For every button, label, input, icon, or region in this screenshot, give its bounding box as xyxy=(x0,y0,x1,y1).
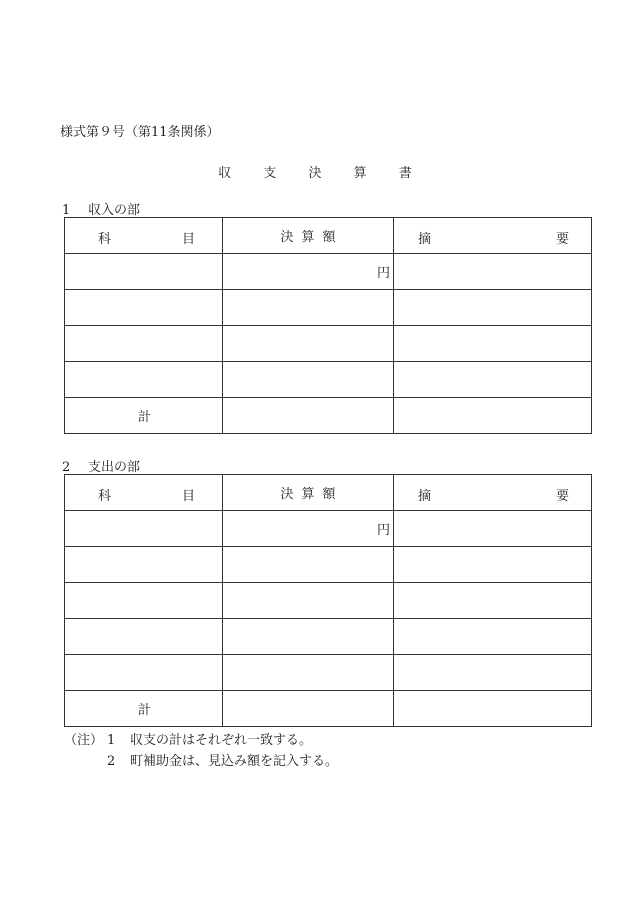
amount-cell[interactable] xyxy=(223,583,394,619)
amount-cell[interactable] xyxy=(223,326,394,362)
subject-cell[interactable] xyxy=(65,511,223,547)
remarks-cell[interactable] xyxy=(394,655,592,691)
header-amount-char: 額 xyxy=(322,230,336,245)
expense-table xyxy=(64,474,592,727)
note-item xyxy=(64,730,338,751)
header-subject-char: 目 xyxy=(182,489,196,504)
yen-unit: 円 xyxy=(376,266,390,281)
amount-cell[interactable] xyxy=(223,547,394,583)
title-char: 決 xyxy=(308,166,322,181)
table-row xyxy=(65,362,592,398)
total-amount-cell[interactable] xyxy=(223,691,394,727)
table-row xyxy=(65,290,592,326)
header-amount xyxy=(223,218,394,254)
note-number: 2 xyxy=(107,754,116,769)
table-row xyxy=(65,254,592,290)
note-number: 1 xyxy=(107,733,116,748)
section-label: 収入の部 xyxy=(88,203,141,218)
total-row xyxy=(65,398,592,434)
remarks-cell[interactable] xyxy=(394,362,592,398)
section-number: 2 xyxy=(62,460,71,475)
subject-cell[interactable] xyxy=(65,326,223,362)
title-char: 書 xyxy=(398,166,412,181)
header-subject xyxy=(65,475,223,511)
note-text: 町補助金は、見込み額を記入する。 xyxy=(130,754,339,769)
total-label: 計 xyxy=(65,398,223,434)
form-number: 様式第９号（第11条関係） xyxy=(60,125,220,140)
amount-cell[interactable] xyxy=(223,254,394,290)
section-expense-heading xyxy=(62,456,140,475)
document-title xyxy=(0,162,630,181)
table-header-row xyxy=(65,475,592,511)
amount-cell[interactable] xyxy=(223,511,394,547)
subject-cell[interactable] xyxy=(65,254,223,290)
remarks-cell[interactable] xyxy=(394,254,592,290)
header-subject-char: 科 xyxy=(98,232,112,247)
section-label: 支出の部 xyxy=(88,460,141,475)
header-remarks-char: 要 xyxy=(555,232,569,247)
remarks-cell[interactable] xyxy=(394,547,592,583)
table-header-row xyxy=(65,218,592,254)
table-row xyxy=(65,326,592,362)
notes-label: （注） xyxy=(64,733,104,748)
amount-cell[interactable] xyxy=(223,290,394,326)
note-text: 収支の計はそれぞれ一致する。 xyxy=(130,733,313,748)
header-amount-char: 算 xyxy=(301,487,315,502)
header-remarks xyxy=(394,218,592,254)
subject-cell[interactable] xyxy=(65,362,223,398)
header-amount xyxy=(223,475,394,511)
header-subject-char: 科 xyxy=(98,489,112,504)
header-subject-char: 目 xyxy=(182,232,196,247)
subject-cell[interactable] xyxy=(65,583,223,619)
subject-cell[interactable] xyxy=(65,290,223,326)
amount-cell[interactable] xyxy=(223,619,394,655)
title-char: 支 xyxy=(263,166,277,181)
remarks-cell[interactable] xyxy=(394,326,592,362)
notes xyxy=(64,730,338,772)
total-remarks-cell[interactable] xyxy=(394,691,592,727)
section-income-heading xyxy=(62,199,140,218)
yen-unit: 円 xyxy=(376,523,390,538)
header-amount-char: 決 xyxy=(280,230,294,245)
header-remarks-char: 摘 xyxy=(418,232,432,247)
header-amount-char: 決 xyxy=(280,487,294,502)
header-subject xyxy=(65,218,223,254)
title-char: 収 xyxy=(218,166,232,181)
table-row xyxy=(65,655,592,691)
table-row xyxy=(65,583,592,619)
total-label: 計 xyxy=(65,691,223,727)
remarks-cell[interactable] xyxy=(394,583,592,619)
table-row xyxy=(65,511,592,547)
header-remarks-char: 摘 xyxy=(418,489,432,504)
remarks-cell[interactable] xyxy=(394,619,592,655)
header-amount-char: 額 xyxy=(322,487,336,502)
header-amount-char: 算 xyxy=(301,230,315,245)
table-row xyxy=(65,619,592,655)
section-number: 1 xyxy=(62,203,71,218)
total-amount-cell[interactable] xyxy=(223,398,394,434)
note-item xyxy=(64,751,338,772)
income-table xyxy=(64,217,592,434)
header-remarks-char: 要 xyxy=(555,489,569,504)
amount-cell[interactable] xyxy=(223,655,394,691)
header-remarks xyxy=(394,475,592,511)
remarks-cell[interactable] xyxy=(394,290,592,326)
amount-cell[interactable] xyxy=(223,362,394,398)
total-row xyxy=(65,691,592,727)
table-row xyxy=(65,547,592,583)
remarks-cell[interactable] xyxy=(394,511,592,547)
total-remarks-cell[interactable] xyxy=(394,398,592,434)
subject-cell[interactable] xyxy=(65,547,223,583)
subject-cell[interactable] xyxy=(65,655,223,691)
subject-cell[interactable] xyxy=(65,619,223,655)
title-char: 算 xyxy=(353,166,367,181)
